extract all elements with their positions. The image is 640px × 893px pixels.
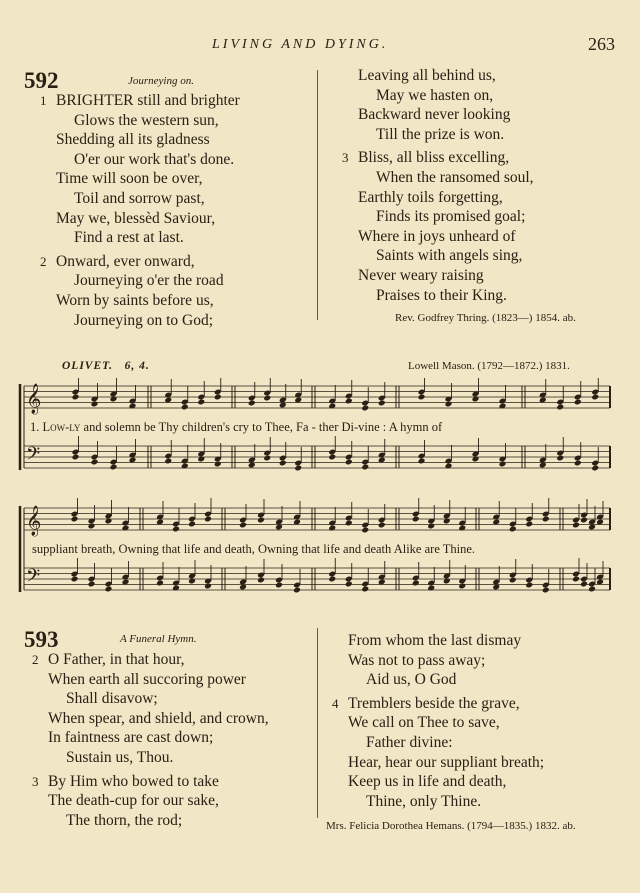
note-head bbox=[361, 527, 369, 534]
note-head bbox=[418, 458, 426, 465]
hymn-592-attribution: Rev. Godfrey Thring. (1823—) 1854. ab. bbox=[395, 312, 576, 324]
verse-line: 2 Onward, ever onward, bbox=[40, 252, 195, 270]
column-divider bbox=[317, 628, 318, 818]
tune-name: OLIVET. 6, 4. bbox=[62, 360, 150, 372]
note-head bbox=[204, 583, 212, 590]
note-head bbox=[257, 577, 265, 584]
note-head bbox=[499, 461, 507, 468]
verse-line: O'er our work that's done. bbox=[74, 150, 235, 168]
treble-clef-icon: 𝄞 bbox=[26, 506, 42, 536]
verse-line: Shall disavow; bbox=[66, 690, 158, 708]
note-head bbox=[294, 465, 302, 472]
verse-line: Praises to their King. bbox=[376, 286, 507, 304]
note-head bbox=[525, 521, 533, 528]
verse-line: When spear, and shield, and crown, bbox=[48, 709, 269, 727]
verse-line: From whom the last dismay bbox=[348, 632, 522, 649]
verse-line: Journeying on to God; bbox=[74, 311, 214, 329]
note-head bbox=[71, 516, 79, 523]
verse-line: When earth all succoring power bbox=[48, 670, 246, 688]
verse-line: Keep us in life and death, bbox=[348, 773, 507, 791]
hymn-592-right-column bbox=[342, 66, 534, 305]
note-head bbox=[361, 405, 369, 412]
note-head bbox=[197, 399, 205, 406]
verse-line: Father divine: bbox=[366, 733, 453, 751]
note-head bbox=[181, 404, 189, 411]
verse-line: Till the prize is won. bbox=[376, 125, 505, 143]
bass-clef-icon: 𝄢 bbox=[26, 566, 41, 591]
note-head bbox=[110, 464, 118, 471]
note-head bbox=[88, 523, 96, 530]
verse-line: Earthly toils forgetting, bbox=[358, 188, 503, 206]
verse-line: Find a rest at last. bbox=[74, 229, 184, 247]
column-divider bbox=[317, 70, 318, 320]
note-head bbox=[378, 400, 386, 407]
verse-line: Was not to pass away; bbox=[348, 651, 486, 669]
note-head bbox=[345, 581, 353, 588]
running-title: LIVING AND DYING. bbox=[212, 37, 389, 52]
note-head bbox=[542, 587, 550, 594]
note-head bbox=[361, 464, 369, 471]
note-head bbox=[509, 577, 517, 584]
note-head bbox=[275, 582, 283, 589]
verse-line: Journeying o'er the road bbox=[74, 272, 224, 290]
note-head bbox=[72, 454, 80, 461]
tune-lyric-line-1: 1. Low-ly and solemn be Thy children's cry to Thee, Fa - ther Di-vine : A hymn of bbox=[30, 420, 443, 434]
note-head bbox=[156, 580, 164, 587]
note-head bbox=[279, 460, 287, 467]
note-head bbox=[164, 458, 172, 465]
note-head bbox=[525, 582, 533, 589]
hymn-592-left-column bbox=[40, 91, 240, 330]
hymn-593-left-column bbox=[32, 650, 269, 830]
verse-line: 3 Bliss, all bliss excelling, bbox=[342, 149, 510, 167]
note-head bbox=[361, 586, 369, 593]
note-head bbox=[574, 460, 582, 467]
hymn-number-593: 593 bbox=[24, 627, 59, 652]
note-head bbox=[263, 395, 271, 402]
note-head bbox=[556, 404, 564, 411]
verse-line: Never weary raising bbox=[358, 266, 484, 284]
verse-line: Toil and sorrow past, bbox=[74, 189, 205, 207]
note-head bbox=[556, 455, 564, 462]
verse-line: Aid us, O God bbox=[366, 671, 457, 689]
note-head bbox=[172, 526, 180, 533]
note-head bbox=[91, 459, 99, 466]
note-head bbox=[591, 394, 599, 401]
verse-line: Finds its promised goal; bbox=[376, 208, 526, 226]
music-score bbox=[0, 378, 640, 608]
note-head bbox=[418, 394, 426, 401]
note-head bbox=[328, 454, 336, 461]
verse-line: 4 Tremblers beside the grave, bbox=[332, 694, 520, 712]
verse-line: 2 O Father, in that hour, bbox=[32, 651, 185, 668]
note-head bbox=[572, 522, 580, 529]
note-head bbox=[88, 581, 96, 588]
note-head bbox=[412, 516, 420, 523]
verse-line: Saints with angels sing, bbox=[376, 247, 523, 265]
verse-line: 3 By Him who bowed to take bbox=[32, 772, 219, 790]
hymn-subtitle-592: Journeying on. bbox=[128, 75, 194, 87]
verse-line: May we hasten on, bbox=[376, 86, 494, 104]
note-head bbox=[328, 576, 336, 583]
note-head bbox=[91, 401, 99, 408]
note-head bbox=[105, 586, 113, 593]
note-head bbox=[542, 516, 550, 523]
note-head bbox=[412, 580, 420, 587]
verse-line: The thorn, the rod; bbox=[66, 811, 183, 829]
tune-composer: Lowell Mason. (1792—1872.) 1831. bbox=[408, 360, 570, 372]
verse-line: Sustain us, Thou. bbox=[66, 748, 174, 766]
note-head bbox=[591, 465, 599, 472]
verse-line: Thine, only Thine. bbox=[366, 792, 482, 810]
note-head bbox=[345, 520, 353, 527]
hymn-593-right-column bbox=[332, 631, 544, 811]
verse-line: 1 BRIGHTER still and brighter bbox=[40, 92, 240, 109]
note-head bbox=[257, 517, 265, 524]
note-head bbox=[588, 586, 596, 593]
note-head bbox=[345, 398, 353, 405]
note-head bbox=[71, 576, 79, 583]
note-head bbox=[458, 583, 466, 590]
verse-line: Glows the western sun, bbox=[74, 111, 219, 129]
note-head bbox=[204, 516, 212, 523]
note-head bbox=[188, 521, 196, 528]
hymn-593-attribution: Mrs. Felicia Dorothea Hemans. (1794—1835.) 1832. ab. bbox=[326, 820, 576, 832]
note-head bbox=[248, 400, 256, 407]
tune-lyric-line-2: suppliant breath, Owning that life and death, Owning that life and death Alike are Thine. bbox=[32, 542, 476, 556]
bass-clef-icon: 𝄢 bbox=[26, 444, 41, 469]
note-head bbox=[574, 399, 582, 406]
verse-line: Leaving all behind us, bbox=[358, 67, 496, 84]
verse-line: Time will soon be over, bbox=[56, 170, 203, 188]
note-head bbox=[427, 523, 435, 530]
verse-line: Backward never looking bbox=[358, 106, 511, 124]
verse-line: When the ransomed soul, bbox=[376, 168, 534, 186]
verse-line: The death-cup for our sake, bbox=[48, 792, 219, 810]
note-head bbox=[580, 581, 588, 588]
note-head bbox=[378, 522, 386, 529]
verse-line: Hear, hear our suppliant breath; bbox=[348, 753, 545, 771]
verse-line: Shedding all its gladness bbox=[56, 131, 210, 149]
note-head bbox=[214, 461, 222, 468]
note-head bbox=[345, 459, 353, 466]
verse-line: In faintness are cast down; bbox=[48, 729, 214, 747]
note-head bbox=[72, 394, 80, 401]
note-head bbox=[572, 576, 580, 583]
note-head bbox=[580, 517, 588, 524]
verse-line: Where in joys unheard of bbox=[358, 227, 516, 245]
page-number: 263 bbox=[588, 34, 615, 54]
note-head bbox=[239, 522, 247, 529]
note-head bbox=[214, 394, 222, 401]
hymn-subtitle-593: A Funeral Hymn. bbox=[120, 633, 197, 645]
note-head bbox=[293, 587, 301, 594]
note-head bbox=[263, 455, 271, 462]
verse-line: Worn by saints before us, bbox=[56, 291, 214, 309]
treble-clef-icon: 𝄞 bbox=[26, 384, 42, 414]
note-head bbox=[445, 401, 453, 408]
verse-line: We call on Thee to save, bbox=[348, 714, 500, 732]
note-head bbox=[509, 526, 517, 533]
verse-line: May we, blessèd Saviour, bbox=[56, 209, 216, 227]
hymn-number-592: 592 bbox=[24, 68, 59, 93]
